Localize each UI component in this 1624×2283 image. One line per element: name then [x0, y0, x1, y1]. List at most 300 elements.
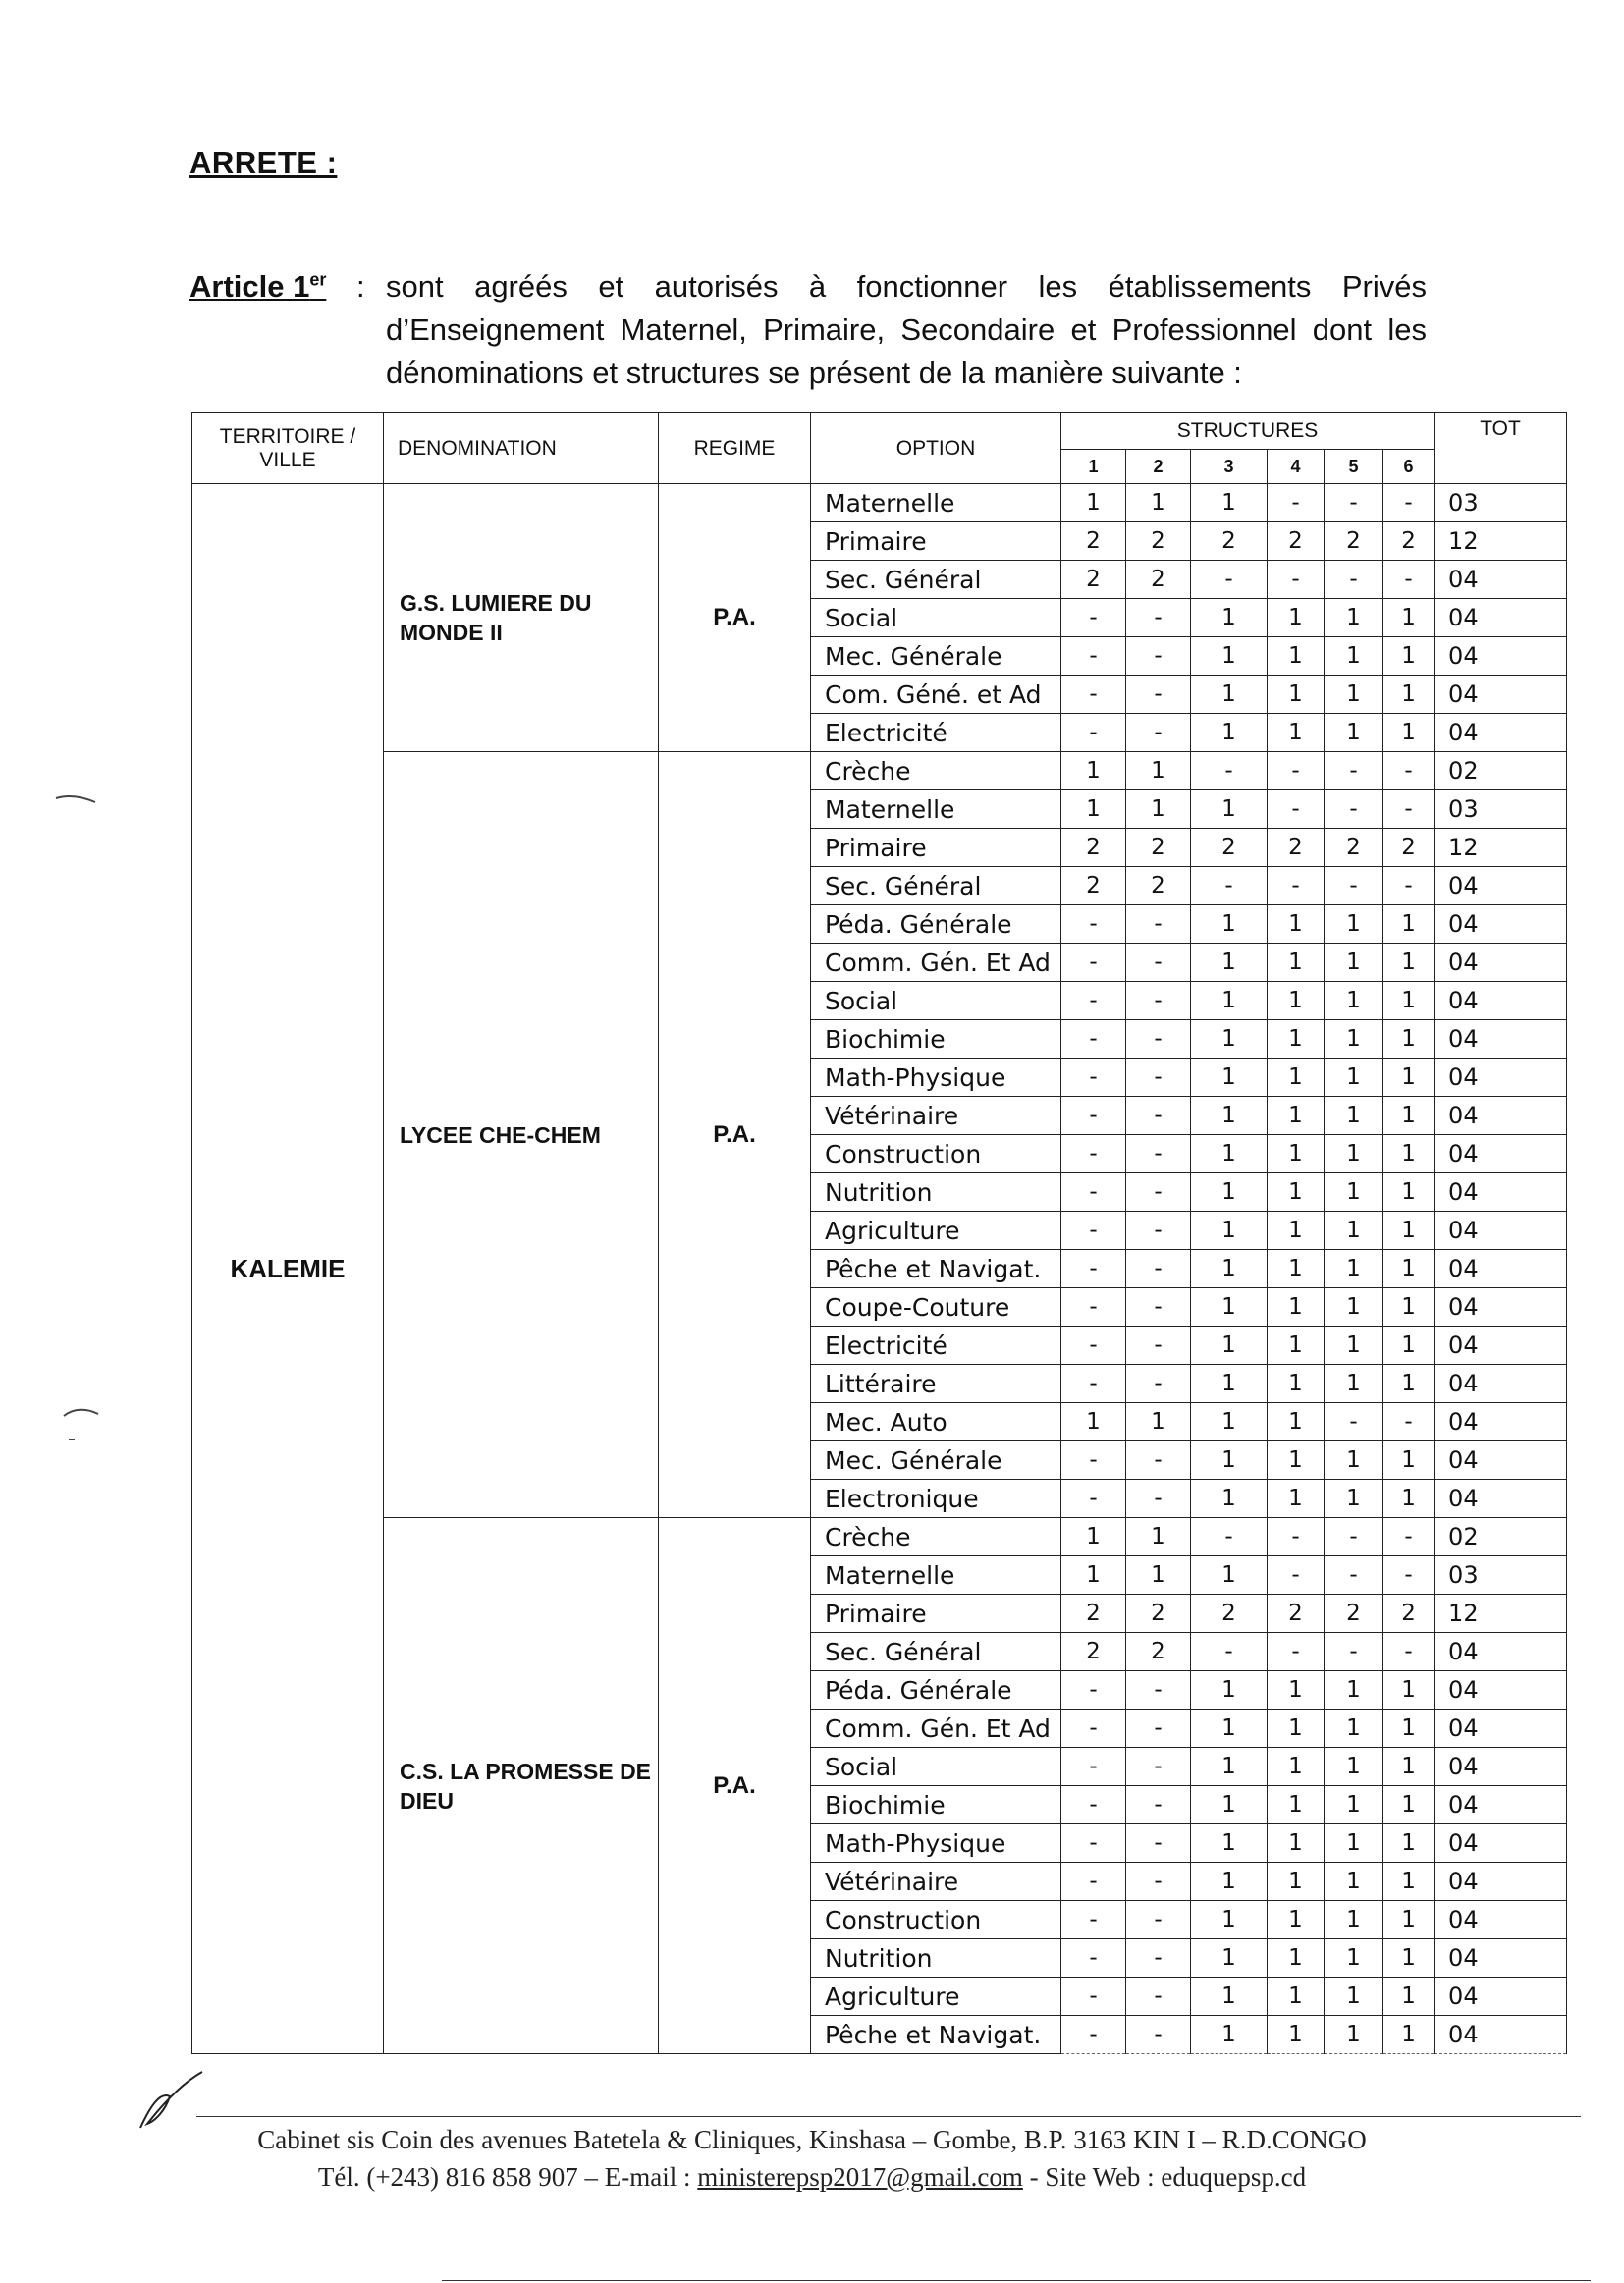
- structure-cell: -: [1061, 1824, 1126, 1863]
- option-cell: Vétérinaire: [811, 1097, 1061, 1135]
- structure-cell: 2: [1126, 829, 1191, 867]
- structure-cell: -: [1268, 1633, 1325, 1671]
- structure-cell: -: [1268, 1556, 1325, 1595]
- option-cell: Agriculture: [811, 1978, 1061, 2016]
- structure-cell: 1: [1191, 1710, 1268, 1748]
- structure-cell: 1: [1126, 790, 1191, 829]
- structure-cell: -: [1383, 752, 1435, 790]
- structure-cell: 1: [1191, 1824, 1268, 1863]
- structure-cell: 1: [1191, 1059, 1268, 1097]
- structure-cell: -: [1126, 1824, 1191, 1863]
- bottom-divider: [442, 2280, 1591, 2281]
- structure-cell: 1: [1268, 944, 1325, 982]
- total-cell: 04: [1435, 867, 1567, 905]
- structure-cell: 1: [1268, 905, 1325, 944]
- structure-cell: 1: [1383, 1097, 1435, 1135]
- structure-cell: -: [1126, 1480, 1191, 1518]
- structure-cell: 2: [1383, 522, 1435, 561]
- structure-cell: 1: [1268, 1671, 1325, 1710]
- structure-cell: 1: [1268, 1480, 1325, 1518]
- total-cell: 04: [1435, 1135, 1567, 1173]
- structure-cell: -: [1061, 1173, 1126, 1212]
- option-cell: Littéraire: [811, 1365, 1061, 1403]
- option-cell: Nutrition: [811, 1939, 1061, 1978]
- structure-cell: 1: [1191, 1901, 1268, 1939]
- structure-cell: 1: [1383, 1671, 1435, 1710]
- structure-cell: 2: [1383, 1595, 1435, 1633]
- structure-cell: 1: [1325, 1327, 1383, 1365]
- structure-cell: 1: [1126, 1556, 1191, 1595]
- regime-cell: P.A.: [659, 484, 811, 752]
- structure-cell: -: [1061, 1327, 1126, 1365]
- structure-cell: 1: [1325, 599, 1383, 637]
- structure-cell: -: [1126, 1786, 1191, 1824]
- structure-cell: 1: [1191, 1671, 1268, 1710]
- scan-mark: [54, 790, 98, 805]
- total-cell: 04: [1435, 1097, 1567, 1135]
- total-cell: 04: [1435, 1901, 1567, 1939]
- structure-cell: -: [1325, 561, 1383, 599]
- header-level: 1: [1061, 450, 1126, 484]
- option-cell: Construction: [811, 1135, 1061, 1173]
- total-cell: 04: [1435, 1403, 1567, 1441]
- option-cell: Maternelle: [811, 484, 1061, 522]
- structure-cell: 1: [1268, 982, 1325, 1020]
- total-cell: 03: [1435, 1556, 1567, 1595]
- structure-cell: 1: [1191, 1173, 1268, 1212]
- structure-cell: 2: [1061, 867, 1126, 905]
- structure-cell: 1: [1325, 1250, 1383, 1288]
- structure-cell: -: [1126, 599, 1191, 637]
- structure-cell: 1: [1268, 1978, 1325, 2016]
- option-cell: Agriculture: [811, 1212, 1061, 1250]
- structure-cell: -: [1325, 1403, 1383, 1441]
- total-cell: 04: [1435, 1212, 1567, 1250]
- structure-cell: 2: [1268, 522, 1325, 561]
- structure-cell: -: [1061, 1212, 1126, 1250]
- structure-cell: 1: [1268, 1939, 1325, 1978]
- option-cell: Sec. Général: [811, 561, 1061, 599]
- structure-cell: 1: [1191, 1212, 1268, 1250]
- option-cell: Crèche: [811, 1518, 1061, 1556]
- option-cell: Com. Géné. et Ad: [811, 676, 1061, 714]
- structure-cell: 2: [1126, 867, 1191, 905]
- total-cell: 04: [1435, 1480, 1567, 1518]
- option-cell: Biochimie: [811, 1786, 1061, 1824]
- option-cell: Biochimie: [811, 1020, 1061, 1059]
- structure-cell: 1: [1191, 982, 1268, 1020]
- structure-cell: 1: [1325, 1135, 1383, 1173]
- structure-cell: -: [1126, 1365, 1191, 1403]
- total-cell: 04: [1435, 714, 1567, 752]
- structure-cell: 1: [1191, 1327, 1268, 1365]
- structure-cell: 2: [1061, 1595, 1126, 1633]
- structure-cell: 1: [1325, 1480, 1383, 1518]
- structure-cell: 1: [1126, 1403, 1191, 1441]
- table-row: [192, 1518, 1567, 1556]
- structure-cell: 1: [1191, 714, 1268, 752]
- structure-cell: 1: [1325, 1901, 1383, 1939]
- structure-cell: 2: [1325, 1595, 1383, 1633]
- structure-cell: 1: [1325, 1059, 1383, 1097]
- structure-cell: 1: [1191, 2016, 1268, 2054]
- footer-divider: [196, 2116, 1581, 2117]
- structure-cell: 2: [1268, 829, 1325, 867]
- structure-cell: 1: [1325, 905, 1383, 944]
- structure-cell: 1: [1383, 1441, 1435, 1480]
- option-cell: Péda. Générale: [811, 905, 1061, 944]
- regime-cell: P.A.: [659, 1518, 811, 2054]
- total-cell: 04: [1435, 676, 1567, 714]
- structure-cell: 1: [1383, 1710, 1435, 1748]
- structure-cell: 1: [1268, 1250, 1325, 1288]
- structure-cell: 1: [1191, 1441, 1268, 1480]
- document-heading: ARRETE :: [189, 145, 338, 180]
- option-cell: Electronique: [811, 1480, 1061, 1518]
- total-cell: 12: [1435, 1595, 1567, 1633]
- structure-cell: -: [1383, 1518, 1435, 1556]
- structure-cell: 1: [1191, 905, 1268, 944]
- structure-cell: 1: [1268, 1059, 1325, 1097]
- structure-cell: -: [1325, 1633, 1383, 1671]
- denomination-cell: G.S. LUMIERE DU MONDE II: [384, 484, 659, 752]
- structure-cell: 1: [1191, 1978, 1268, 2016]
- structure-cell: 1: [1061, 484, 1126, 522]
- total-cell: 04: [1435, 599, 1567, 637]
- structure-cell: -: [1061, 1288, 1126, 1327]
- option-cell: Comm. Gén. Et Ad: [811, 944, 1061, 982]
- total-cell: 04: [1435, 1327, 1567, 1365]
- structure-cell: 2: [1061, 561, 1126, 599]
- structure-cell: -: [1061, 1671, 1126, 1710]
- structure-cell: 1: [1191, 1365, 1268, 1403]
- article-text: sont agréés et autorisés à fonctionner les établissements Privés d’Enseignement Maternel, Primaire, Secondaire et Professionnel dont les dénominations et structures se présent de la manière suivante :: [386, 269, 1427, 390]
- footer-email-link[interactable]: ministerepsp2017@gmail.com: [697, 2162, 1023, 2192]
- structure-cell: 1: [1126, 752, 1191, 790]
- structure-cell: -: [1126, 982, 1191, 1020]
- denomination-cell: C.S. LA PROMESSE DE DIEU: [384, 1518, 659, 2054]
- footer-address: Cabinet sis Coin des avenues Batetela & Cliniques, Kinshasa – Gombe, B.P. 3163 KIN I – R.D.CONGO: [257, 2125, 1367, 2154]
- option-cell: Sec. Général: [811, 867, 1061, 905]
- structure-cell: 1: [1268, 1748, 1325, 1786]
- structure-cell: 1: [1383, 1786, 1435, 1824]
- structure-cell: 2: [1191, 829, 1268, 867]
- structure-cell: 1: [1191, 1863, 1268, 1901]
- total-cell: 04: [1435, 1633, 1567, 1671]
- option-cell: Pêche et Navigat.: [811, 1250, 1061, 1288]
- structure-cell: 1: [1325, 1748, 1383, 1786]
- total-cell: 04: [1435, 637, 1567, 676]
- structure-cell: 1: [1325, 714, 1383, 752]
- structure-cell: 1: [1383, 1978, 1435, 2016]
- header-level: 5: [1325, 450, 1383, 484]
- header-level: 3: [1191, 450, 1268, 484]
- total-cell: 04: [1435, 1020, 1567, 1059]
- structure-cell: 1: [1191, 944, 1268, 982]
- structure-cell: -: [1126, 1748, 1191, 1786]
- structure-cell: 1: [1268, 637, 1325, 676]
- total-cell: 03: [1435, 484, 1567, 522]
- structure-cell: -: [1126, 1710, 1191, 1748]
- footer-contact: [0, 2158, 1624, 2196]
- structure-cell: -: [1061, 982, 1126, 1020]
- structure-cell: 1: [1383, 714, 1435, 752]
- structure-cell: 2: [1126, 522, 1191, 561]
- total-cell: 04: [1435, 1786, 1567, 1824]
- structure-cell: 1: [1191, 790, 1268, 829]
- structure-cell: 1: [1325, 637, 1383, 676]
- structure-cell: -: [1268, 867, 1325, 905]
- structure-cell: 1: [1383, 637, 1435, 676]
- structure-cell: 1: [1325, 2016, 1383, 2054]
- structure-cell: -: [1325, 1556, 1383, 1595]
- structure-cell: 1: [1268, 599, 1325, 637]
- structure-cell: -: [1061, 1939, 1126, 1978]
- structure-cell: 1: [1383, 1365, 1435, 1403]
- structure-cell: -: [1383, 1403, 1435, 1441]
- structure-cell: -: [1325, 867, 1383, 905]
- structure-cell: -: [1126, 1250, 1191, 1288]
- structure-cell: 1: [1325, 1671, 1383, 1710]
- structure-cell: 1: [1325, 982, 1383, 1020]
- structure-cell: 1: [1268, 1135, 1325, 1173]
- structure-cell: 1: [1268, 1173, 1325, 1212]
- structure-cell: 1: [1191, 1135, 1268, 1173]
- total-cell: 12: [1435, 829, 1567, 867]
- option-cell: Construction: [811, 1901, 1061, 1939]
- structure-cell: 2: [1191, 522, 1268, 561]
- structure-cell: 1: [1383, 1327, 1435, 1365]
- structure-cell: 1: [1061, 1403, 1126, 1441]
- total-cell: 02: [1435, 752, 1567, 790]
- structure-cell: 1: [1383, 982, 1435, 1020]
- structure-cell: -: [1325, 752, 1383, 790]
- option-cell: Maternelle: [811, 1556, 1061, 1595]
- structure-cell: 1: [1191, 1403, 1268, 1441]
- option-cell: Vétérinaire: [811, 1863, 1061, 1901]
- total-cell: 04: [1435, 1059, 1567, 1097]
- table-row: [192, 752, 1567, 790]
- option-cell: Primaire: [811, 1595, 1061, 1633]
- structure-cell: -: [1268, 561, 1325, 599]
- structure-cell: -: [1126, 676, 1191, 714]
- structure-cell: 1: [1383, 944, 1435, 982]
- structure-cell: -: [1061, 1901, 1126, 1939]
- structure-cell: -: [1126, 1135, 1191, 1173]
- structure-cell: 1: [1325, 1710, 1383, 1748]
- footer: [0, 2121, 1624, 2196]
- structure-cell: -: [1126, 2016, 1191, 2054]
- structure-cell: 1: [1268, 1824, 1325, 1863]
- structure-cell: 1: [1325, 1863, 1383, 1901]
- structure-cell: 1: [1325, 1173, 1383, 1212]
- structure-cell: 1: [1383, 2016, 1435, 2054]
- option-cell: Math-Physique: [811, 1824, 1061, 1863]
- structure-cell: 1: [1383, 599, 1435, 637]
- structure-cell: -: [1268, 1518, 1325, 1556]
- option-cell: Crèche: [811, 752, 1061, 790]
- structure-cell: -: [1126, 714, 1191, 752]
- total-cell: 04: [1435, 1173, 1567, 1212]
- structure-cell: -: [1061, 1441, 1126, 1480]
- structure-cell: 1: [1325, 1939, 1383, 1978]
- total-cell: 12: [1435, 522, 1567, 561]
- table-row: [192, 484, 1567, 522]
- structure-cell: -: [1061, 1365, 1126, 1403]
- structure-cell: -: [1383, 790, 1435, 829]
- structure-cell: 1: [1325, 1441, 1383, 1480]
- structure-cell: 1: [1325, 1365, 1383, 1403]
- structure-cell: 2: [1061, 1633, 1126, 1671]
- structure-cell: -: [1061, 944, 1126, 982]
- structure-cell: -: [1061, 1710, 1126, 1748]
- structure-cell: -: [1061, 1250, 1126, 1288]
- header-territoire: TERRITOIRE / VILLE: [192, 413, 384, 484]
- structure-cell: 1: [1325, 676, 1383, 714]
- structure-cell: -: [1061, 714, 1126, 752]
- structure-cell: -: [1061, 1097, 1126, 1135]
- option-cell: Mec. Générale: [811, 637, 1061, 676]
- structure-cell: 1: [1268, 1212, 1325, 1250]
- structure-cell: -: [1061, 1978, 1126, 2016]
- header-tot: TOT: [1435, 413, 1567, 484]
- structure-cell: -: [1126, 1059, 1191, 1097]
- structure-cell: -: [1268, 484, 1325, 522]
- structure-cell: 2: [1126, 561, 1191, 599]
- structure-cell: 1: [1268, 714, 1325, 752]
- structure-cell: 1: [1383, 1480, 1435, 1518]
- structure-cell: 1: [1383, 1824, 1435, 1863]
- total-cell: 04: [1435, 1978, 1567, 2016]
- option-cell: Mec. Auto: [811, 1403, 1061, 1441]
- table-header-row: [192, 413, 1567, 450]
- header-level: 2: [1126, 450, 1191, 484]
- structure-cell: -: [1126, 1939, 1191, 1978]
- structure-cell: -: [1061, 1059, 1126, 1097]
- option-cell: Péda. Générale: [811, 1671, 1061, 1710]
- structure-cell: -: [1126, 1901, 1191, 1939]
- structure-cell: 1: [1325, 1824, 1383, 1863]
- option-cell: Primaire: [811, 829, 1061, 867]
- total-cell: 04: [1435, 1671, 1567, 1710]
- structure-cell: -: [1061, 1748, 1126, 1786]
- structure-cell: 1: [1325, 1288, 1383, 1327]
- structure-cell: 1: [1383, 1901, 1435, 1939]
- structure-cell: 1: [1325, 1786, 1383, 1824]
- header-structures: STRUCTURES: [1061, 413, 1435, 450]
- structure-cell: -: [1191, 752, 1268, 790]
- structure-cell: -: [1126, 1441, 1191, 1480]
- structure-cell: 1: [1268, 1786, 1325, 1824]
- structure-cell: 1: [1126, 1518, 1191, 1556]
- scan-mark: [59, 1404, 103, 1443]
- structure-cell: 1: [1268, 676, 1325, 714]
- structure-cell: 1: [1191, 1556, 1268, 1595]
- structure-cell: 1: [1325, 1097, 1383, 1135]
- footer-website: - Site Web : eduquepsp.cd: [1022, 2162, 1307, 2192]
- structure-cell: 1: [1268, 1288, 1325, 1327]
- structure-cell: 2: [1325, 829, 1383, 867]
- structure-cell: -: [1126, 1978, 1191, 2016]
- article-label-superscript: er: [309, 269, 327, 290]
- structure-cell: -: [1126, 1327, 1191, 1365]
- structure-cell: 1: [1191, 1748, 1268, 1786]
- structure-cell: 1: [1191, 599, 1268, 637]
- structure-cell: -: [1126, 1020, 1191, 1059]
- structure-cell: 1: [1325, 1212, 1383, 1250]
- total-cell: 04: [1435, 944, 1567, 982]
- structure-cell: 2: [1061, 522, 1126, 561]
- option-cell: Electricité: [811, 1327, 1061, 1365]
- structure-cell: 1: [1268, 1403, 1325, 1441]
- structure-cell: 1: [1191, 676, 1268, 714]
- structure-cell: -: [1126, 1288, 1191, 1327]
- structure-cell: -: [1126, 905, 1191, 944]
- structure-cell: 2: [1268, 1595, 1325, 1633]
- total-cell: 04: [1435, 982, 1567, 1020]
- total-cell: 04: [1435, 1824, 1567, 1863]
- structure-cell: -: [1383, 1556, 1435, 1595]
- structure-cell: 1: [1383, 1059, 1435, 1097]
- structure-cell: 1: [1268, 1441, 1325, 1480]
- structure-cell: -: [1268, 752, 1325, 790]
- structure-cell: 1: [1191, 1480, 1268, 1518]
- structure-cell: 1: [1268, 1901, 1325, 1939]
- structure-cell: 1: [1383, 1250, 1435, 1288]
- total-cell: 02: [1435, 1518, 1567, 1556]
- option-cell: Sec. Général: [811, 1633, 1061, 1671]
- structure-cell: 1: [1061, 752, 1126, 790]
- structure-cell: 1: [1061, 1518, 1126, 1556]
- territoire-cell: KALEMIE: [192, 484, 384, 2054]
- option-cell: Math-Physique: [811, 1059, 1061, 1097]
- structure-cell: 1: [1383, 1939, 1435, 1978]
- structure-cell: 1: [1191, 484, 1268, 522]
- structure-cell: -: [1126, 1863, 1191, 1901]
- structure-cell: 2: [1126, 1633, 1191, 1671]
- total-cell: 04: [1435, 1748, 1567, 1786]
- structure-cell: -: [1061, 599, 1126, 637]
- structure-cell: -: [1126, 1173, 1191, 1212]
- structure-cell: 1: [1268, 1863, 1325, 1901]
- structure-cell: 1: [1383, 1863, 1435, 1901]
- total-cell: 04: [1435, 1863, 1567, 1901]
- header-denomination: DENOMINATION: [384, 413, 659, 484]
- option-cell: Social: [811, 599, 1061, 637]
- structure-cell: 1: [1061, 1556, 1126, 1595]
- structure-cell: 2: [1126, 1595, 1191, 1633]
- structure-cell: 1: [1268, 2016, 1325, 2054]
- option-cell: Nutrition: [811, 1173, 1061, 1212]
- structure-cell: 1: [1268, 1020, 1325, 1059]
- structure-cell: 1: [1268, 1365, 1325, 1403]
- total-cell: 04: [1435, 561, 1567, 599]
- structure-cell: -: [1191, 561, 1268, 599]
- structure-cell: 1: [1383, 905, 1435, 944]
- header-level: 6: [1383, 450, 1435, 484]
- footer-phone: Tél. (+243) 816 858 907 – E-mail :: [317, 2162, 698, 2192]
- option-cell: Mec. Générale: [811, 1441, 1061, 1480]
- option-cell: Social: [811, 1748, 1061, 1786]
- option-cell: Primaire: [811, 522, 1061, 561]
- structure-cell: 1: [1191, 1288, 1268, 1327]
- article-label: [189, 269, 326, 304]
- structure-cell: 1: [1383, 1020, 1435, 1059]
- structure-cell: -: [1061, 1480, 1126, 1518]
- header-level: 4: [1268, 450, 1325, 484]
- structure-cell: -: [1126, 1671, 1191, 1710]
- structure-cell: -: [1061, 1786, 1126, 1824]
